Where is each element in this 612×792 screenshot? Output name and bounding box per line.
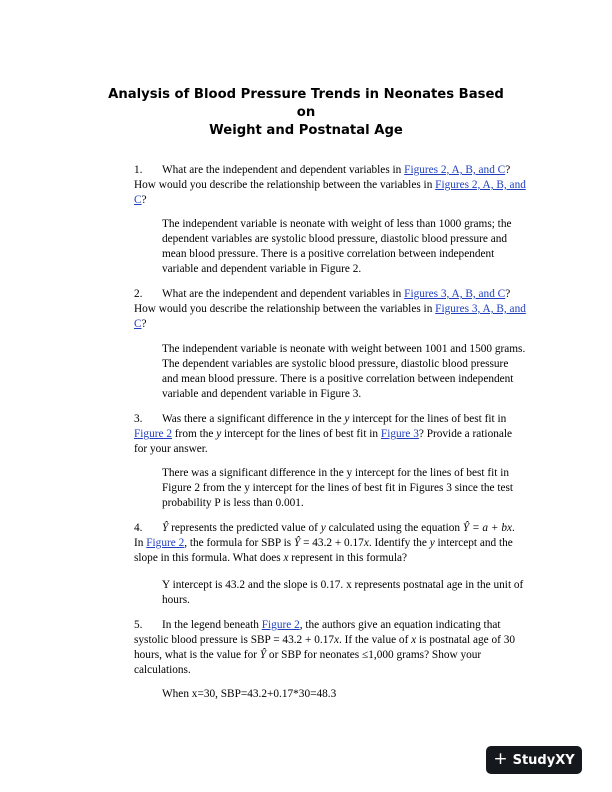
question-4: 4. Ŷ represents the predicted value of y calculated using the equation Ŷ = a + bx. In Figure 2, the formula for SBP is Ŷ = 43.2 + 0.17x. Identify the y intercept and the slope in this formula. What does x represent in this formula? [134, 522, 515, 564]
answer-4: Y intercept is 43.2 and the slope is 0.17. x represents postnatal age in the unit of hours. [162, 579, 524, 606]
figure-3-link[interactable]: Figure 3 [380, 428, 419, 440]
question-number: 1. [134, 164, 143, 176]
answer-5: When x=30, SBP=43.2+0.17*30=48.3 [162, 688, 337, 700]
question-2: 2. What are the independent and dependent variables in Figures 3, A, B, and C? How would you describe the relationship between the variables in Figures 3, A, B, and C? [134, 288, 526, 330]
question-5: 5. In the legend beneath Figure 2, the authors give an equation indicating that systolic blood pressure is SBP = 43.2 + 0.17x. If the value of x is postnatal age of 30 hours, what is the value for Ŷ or SBP for neonates ≤1,000 grams? Show your calculations. [134, 619, 516, 676]
question-number: 5. [134, 619, 143, 631]
question-number: 2. [134, 288, 143, 300]
figure-2-link[interactable]: Figure 2 [134, 428, 172, 440]
title-line-1: Analysis of Blood Pressure Trends in Neonates Based on [108, 87, 504, 120]
question-number: 4. [134, 522, 143, 534]
studyxy-logo[interactable] [486, 746, 582, 774]
figure-2-link[interactable]: Figure 2 [261, 619, 300, 631]
answer-2: The independent variable is neonate with weight between 1001 and 1500 grams. The dependent variables are systolic blood pressure, diastolic blood pressure and mean blood pressure. There is a positive correlation between independent variable and dependent variable in Figure 3. [162, 343, 526, 400]
document-title [100, 86, 512, 140]
figure-2-link[interactable]: Figure 2 [146, 537, 185, 549]
question-number: 3. [134, 413, 143, 425]
answer-1: The independent variable is neonate with weight of less than 1000 grams; the dependent variables are systolic blood pressure, diastolic blood pressure and mean blood pressure. There is a positive correlation between independent variable and dependent variable in Figure 2. [162, 218, 512, 275]
figure-2-link[interactable]: Figures 2, A, B, and C [404, 164, 506, 176]
figure-3-link[interactable]: Figures 3, A, B, and C [134, 303, 526, 330]
answer-3: There was a significant difference in the y intercept for the lines of best fit in Figure 2 from the y intercept for the lines of best fit in Figures 3 since the test probability P is less than 0.001. [162, 467, 514, 509]
question-3: 3. Was there a significant difference in the y intercept for the lines of best fit in Figure 2 from the y intercept for the lines of best fit in Figure 3? Provide a rationale for your answer. [134, 413, 513, 455]
plus-icon: + [493, 749, 508, 769]
figure-3-link[interactable]: Figures 3, A, B, and C [404, 288, 506, 300]
question-1: 1. What are the independent and dependent variables in Figures 2, A, B, and C? How would you describe the relationship between the variables in Figures 2, A, B, and C? [134, 164, 526, 206]
figure-2-link[interactable]: Figures 2, A, B, and C [134, 179, 526, 206]
title-line-2: Weight and Postnatal Age [209, 123, 403, 138]
brand-name: StudyXY [512, 752, 575, 768]
